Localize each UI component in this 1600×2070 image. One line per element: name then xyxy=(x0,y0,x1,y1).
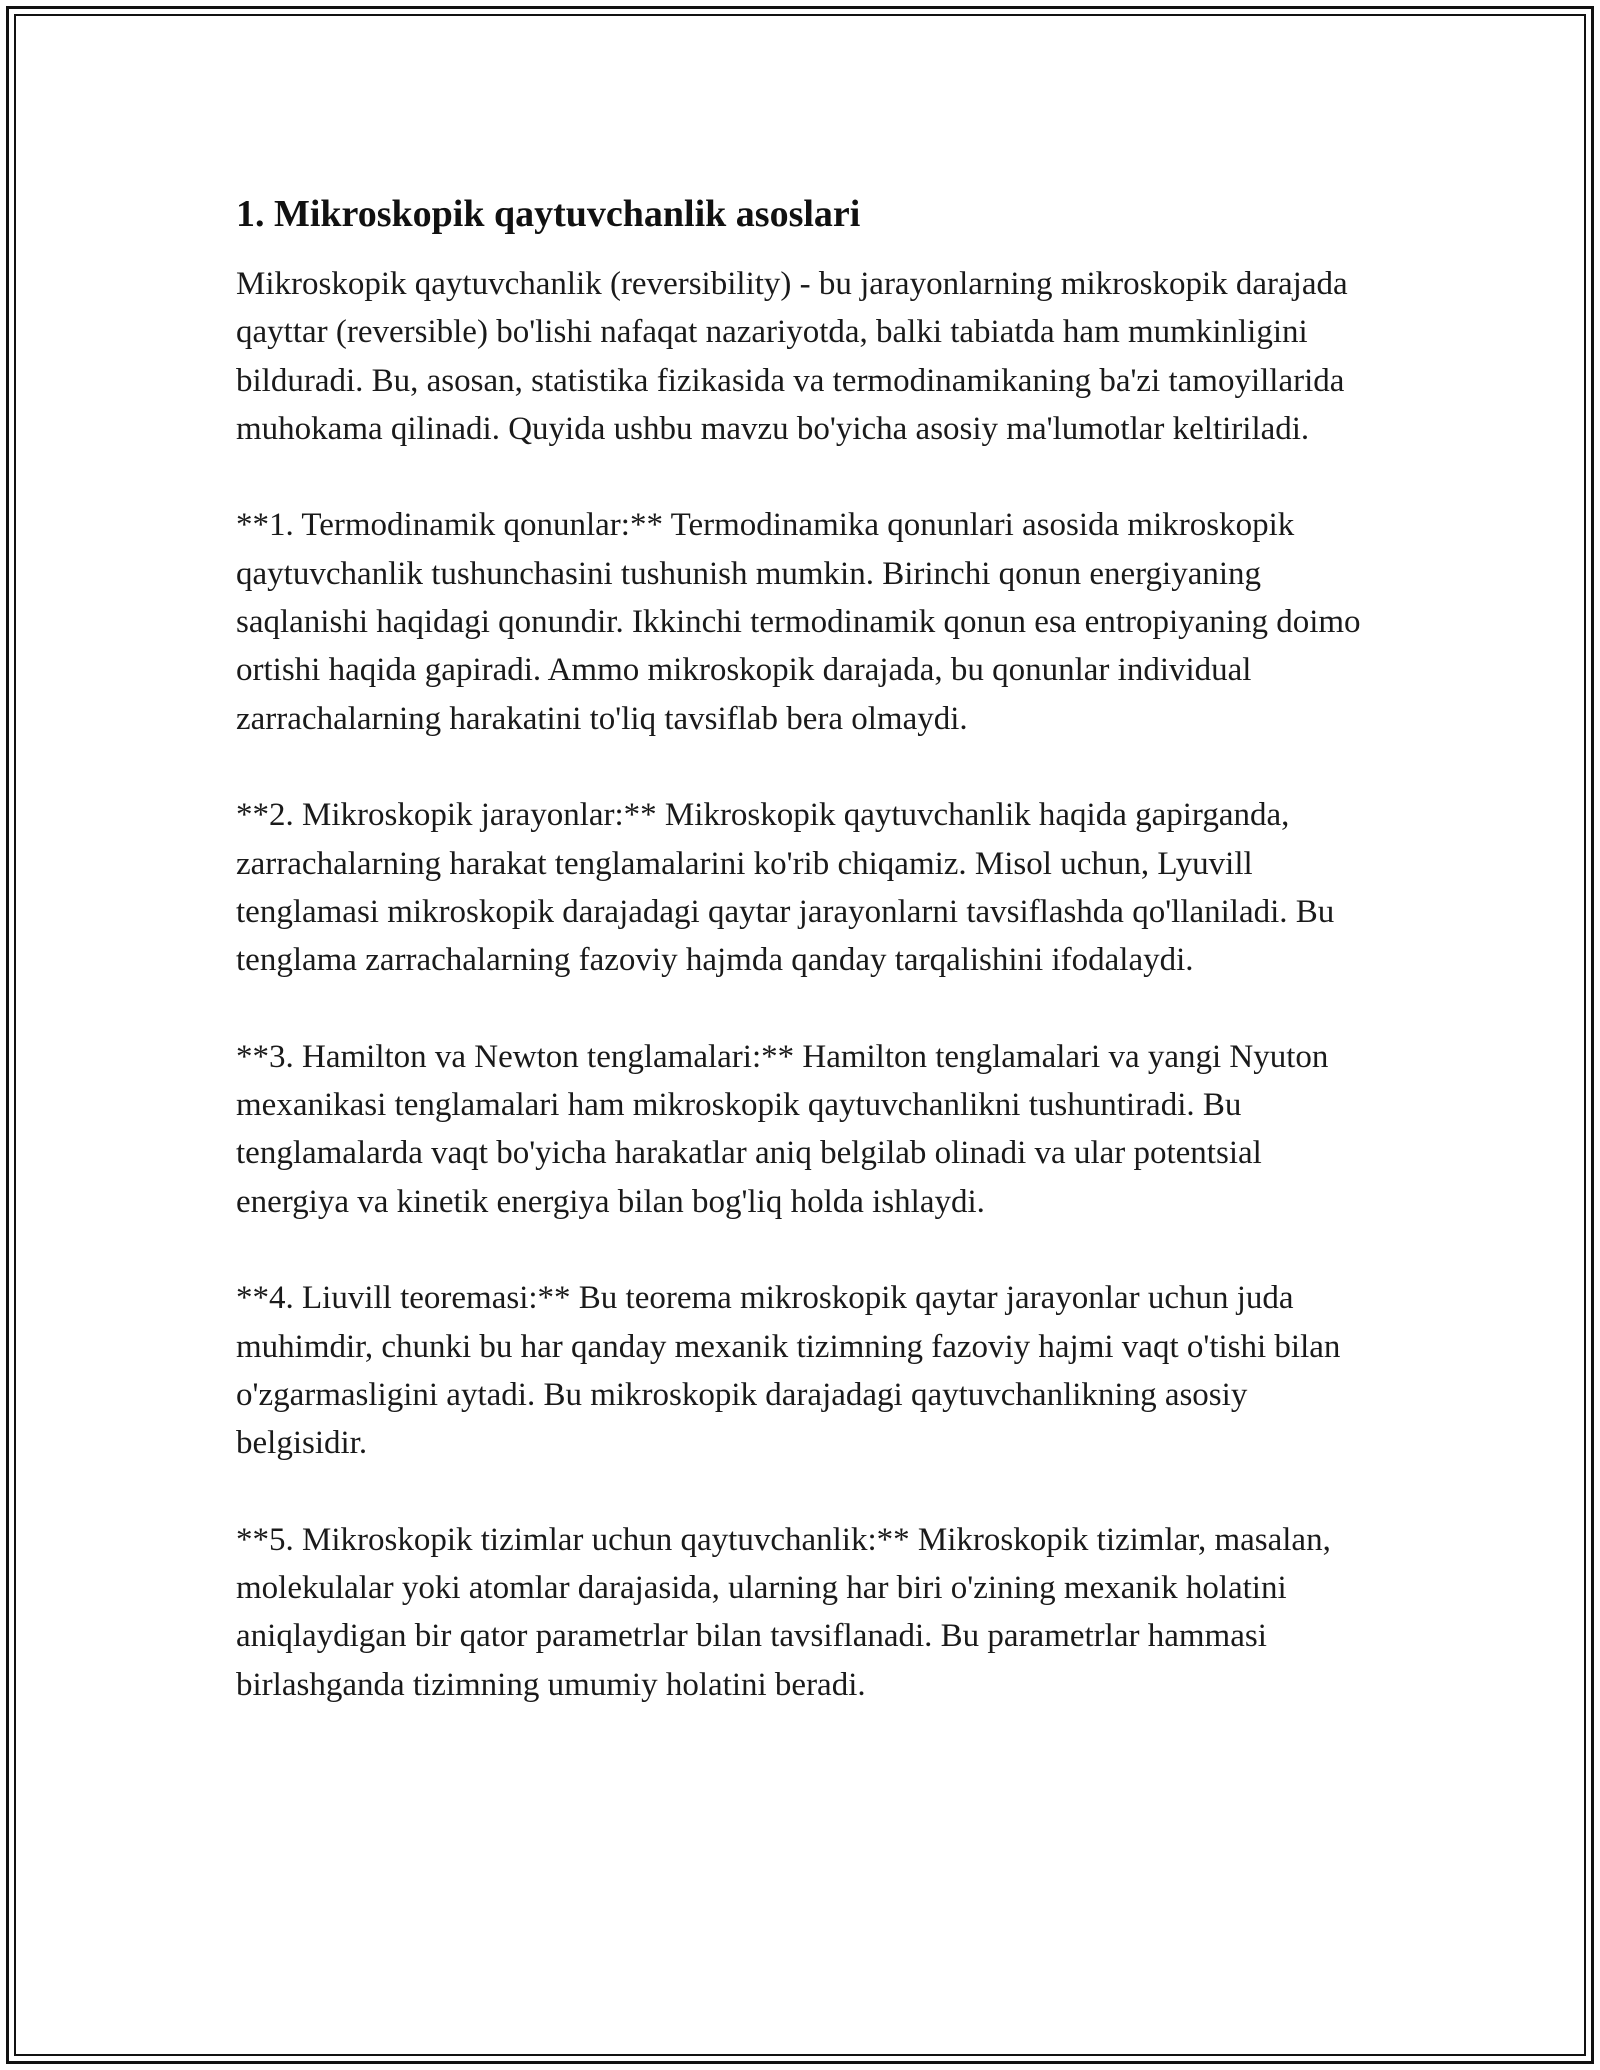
document-body xyxy=(236,190,1366,1757)
paragraph-hamilton-newton: **3. Hamilton va Newton tenglamalari:** Hamilton tenglamalari va yangi Nyuton mexanikasi tenglamalari ham mikroskopik qaytuvchanlikni tushuntiradi. Bu tenglamalarda vaqt bo'yicha harakatlar aniq belgilab olinadi va ular potentsial energiya va kinetik energiya bilan bog'liq holda ishlaydi. xyxy=(236,1038,1329,1220)
paragraph-microscopic-processes: **2. Mikroskopik jarayonlar:** Mikroskopik qaytuvchanlik haqida gapirganda, zarrachalarning harakat tenglamalarini ko'rib chiqamiz. Misol uchun, Lyuvill tenglamasi mikroskopik darajadagi qaytar jarayonlarni tavsiflashda qo'llaniladi. Bu tenglama zarrachalarning fazoviy hajmda qanday tarqalishini ifodalaydi. xyxy=(236,797,1335,979)
section-title: 1. Mikroskopik qaytuvchanlik asoslari xyxy=(236,193,861,235)
paragraph-liouville-theorem: **4. Liuvill teoremasi:** Bu teorema mikroskopik qaytar jarayonlar uchun juda muhimdir, chunki bu har qanday mexanik tizimning fazoviy hajmi vaqt o'tishi bilan o'zgarmasligini aytadi. Bu mikroskopik darajadagi qaytuvchanlikning asosiy belgisidir. xyxy=(236,1280,1341,1462)
paragraph-microscopic-systems: **5. Mikroskopik tizimlar uchun qaytuvchanlik:** Mikroskopik tizimlar, masalan, molekulalar yoki atomlar darajasida, ularning har biri o'zining mexanik holatini aniqlaydigan bir qator parametrlar bilan tavsiflanadi. Bu parametrlar hammasi birlashganda tizimning umumiy holatini beradi. xyxy=(236,1521,1331,1703)
paragraph-intro: Mikroskopik qaytuvchanlik (reversibility) - bu jarayonlarning mikroskopik darajada qayttar (reversible) bo'lishi nafaqat nazariyotda, balki tabiatda ham mumkinligini bilduradi. Bu, asosan, statistika fizikasida va termodinamikaning ba'zi tamoyillarida muhokama qilinadi. Quyida ushbu mavzu bo'yicha asosiy ma'lumotlar keltiriladi. xyxy=(236,266,1348,447)
paragraph-thermodynamic-laws: **1. Termodinamik qonunlar:** Termodinamika qonunlari asosida mikroskopik qaytuvchanlik tushunchasini tushunish mumkin. Birinchi qonun energiyaning saqlanishi haqidagi qonundir. Ikkinchi termodinamik qonun esa entropiyaning doimo ortishi haqida gapiradi. Ammo mikroskopik darajada, bu qonunlar individual zarrachalarning harakatini to'liq tavsiflab bera olmaydi. xyxy=(236,507,1361,737)
